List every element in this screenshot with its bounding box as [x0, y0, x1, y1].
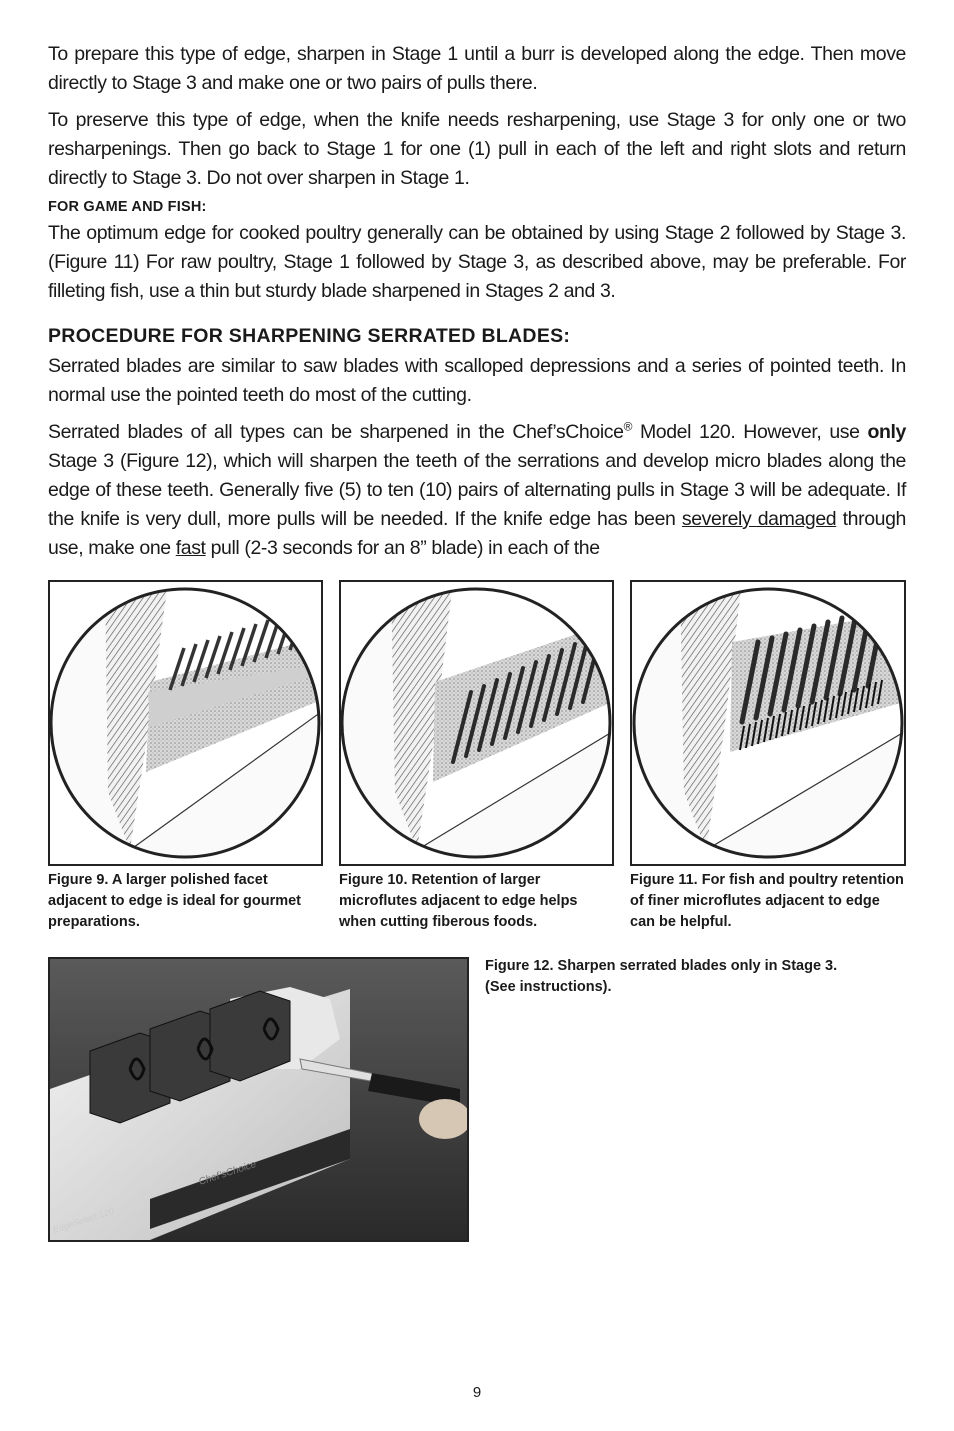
heading-serrated-blades: PROCEDURE FOR SHARPENING SERRATED BLADES: [48, 325, 571, 347]
paragraph-burr-edge: To prepare this type of edge, sharpen in Stage 1 until a burr is developed along the edge. Then move directly to Stage 3 and make one or two pairs of pulls there. [48, 43, 906, 94]
model-label: EdgeSelect 120 [51, 1205, 116, 1235]
underlined-fast: fast [175, 537, 206, 559]
figure-10-illustration [339, 580, 614, 866]
figure-12-caption-line-2: (See instructions). [485, 979, 612, 995]
registered-mark: ® [623, 419, 633, 434]
figure-12-caption [485, 956, 906, 998]
paragraph-preserve-edge: To preserve this type of edge, when the knife needs resharpening, use Stage 3 for only one or two resharpenings. Then go back to Stage 1 for one (1) pull in each of the left and right slots and return directly to Stage 3. Do not over sharpen in Stage 1. [48, 109, 906, 189]
text-run: Model 120. However, use [632, 421, 868, 443]
figure-9-caption: Figure 9. A larger polished facet adjacent to edge is ideal for gourmet preparations. [48, 872, 301, 930]
brand-label: Chef’sChoice [197, 1158, 258, 1188]
figure-11-illustration [630, 580, 906, 866]
knife-edge-large-facet-illustration [50, 582, 321, 864]
text-run: Stage 3 (Figure 12), which will sharpen the teeth of the serrations and develop micro blades along the edge of these teeth. Generally five (5) to ten (10) pairs of alternating pulls in Stage 3 will be adequate. If the knife is very dull, more pulls will be needed. If the knife edge has been [48, 450, 906, 530]
emphasis-only: only [867, 421, 906, 443]
underlined-severely-damaged: severely damaged [681, 508, 837, 530]
figure-10-caption: Figure 10. Retention of larger microflutes adjacent to edge helps when cutting fiberous foods. [339, 872, 578, 930]
text-run: Serrated blades of all types can be sharpened in the Chef’sChoice [48, 421, 624, 443]
figure-11-caption: Figure 11. For fish and poultry retention of finer microflutes adjacent to edge can be helpful. [630, 872, 904, 930]
knife-edge-large-microflutes-illustration [341, 582, 612, 864]
paragraph-game-fish: The optimum edge for cooked poultry generally can be obtained by using Stage 2 followed by Stage 3. (Figure 11) For raw poultry, Stage 1 followed by Stage 3, as described above, may be preferable. For filleting fish, use a thin but sturdy blade sharpened in Stages 2 and 3. [48, 222, 906, 302]
text-run: through use, make one [48, 508, 906, 559]
sharpener-photo-illustration [50, 959, 467, 1240]
figure-9-illustration [48, 580, 323, 866]
figure-12-caption-line-1: Figure 12. Sharpen serrated blades only in Stage 3. [485, 958, 838, 974]
figure-12-photo [48, 957, 469, 1242]
paragraph-serrated-procedure [48, 418, 906, 563]
page-number: 9 [472, 1384, 482, 1401]
text-run: pull (2-3 seconds for an 8” blade) in each of the [205, 537, 600, 559]
page-body [48, 40, 906, 571]
paragraph-serrated-intro: Serrated blades are similar to saw blades with scalloped depressions and a series of pointed teeth. In normal use the pointed teeth do most of the cutting. [48, 355, 906, 406]
subheading-game-fish: FOR GAME AND FISH: [48, 199, 207, 215]
knife-edge-fine-microflutes-illustration [632, 582, 904, 864]
